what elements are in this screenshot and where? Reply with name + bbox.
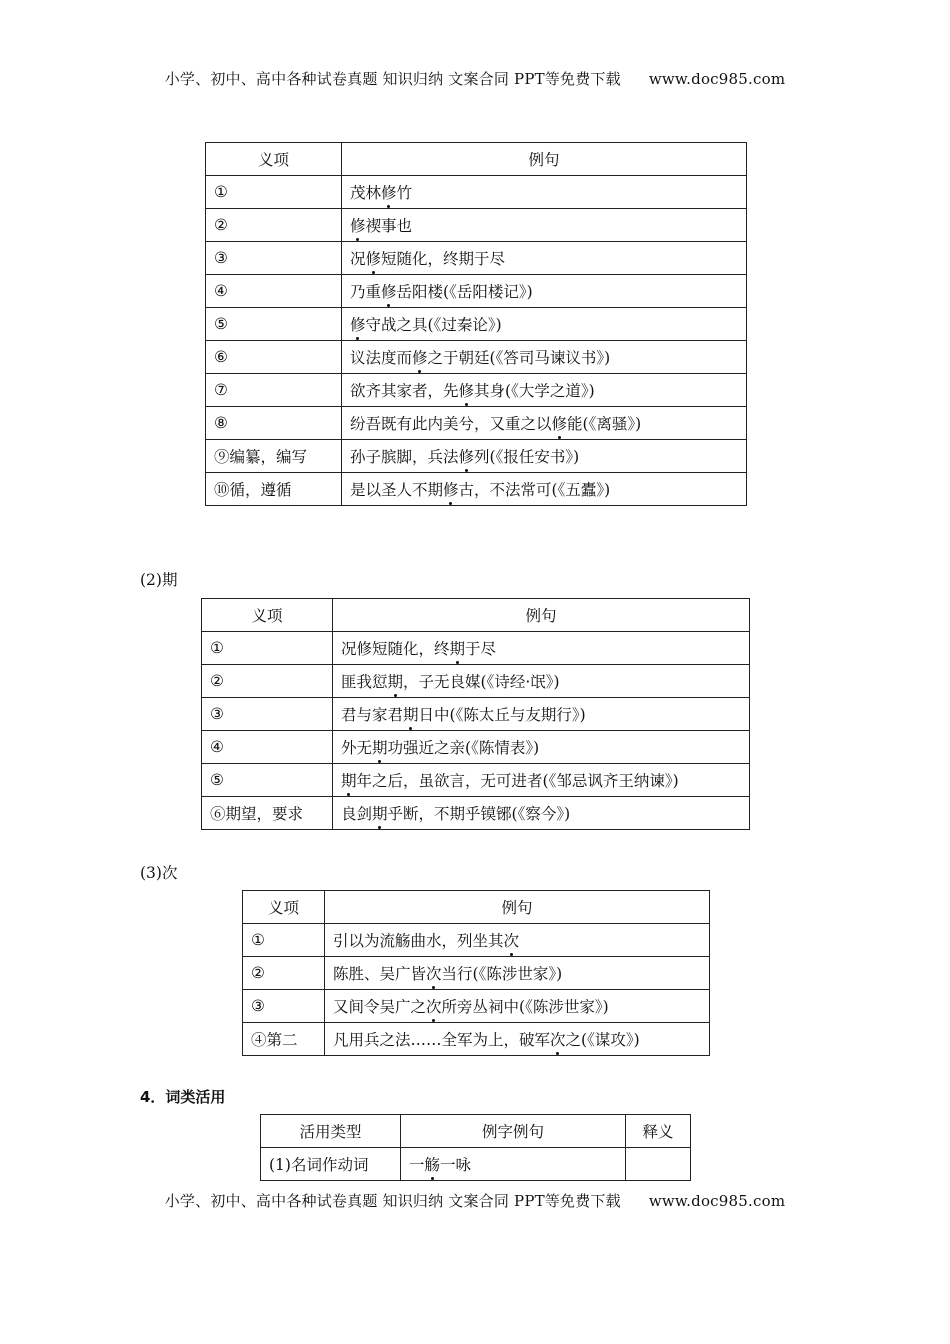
emphasized-word: 修 bbox=[443, 478, 459, 500]
table-row bbox=[206, 275, 747, 308]
table-row bbox=[243, 957, 710, 990]
example-cell bbox=[325, 957, 710, 990]
meaning-cell: ⑥ bbox=[206, 341, 342, 374]
col-header-example: 例字例句 bbox=[401, 1115, 626, 1148]
meaning-cell: ⑤ bbox=[202, 764, 333, 797]
table-row bbox=[261, 1148, 691, 1181]
meaning-cell: ③ bbox=[206, 242, 342, 275]
table-header-row bbox=[206, 143, 747, 176]
section-label-qi: (2)期 bbox=[140, 571, 178, 589]
meaning-cell: ① bbox=[202, 632, 333, 665]
footer-url: www.doc985.com bbox=[648, 1192, 786, 1210]
meaning-cell: ④ bbox=[202, 731, 333, 764]
col-header-meaning: 义项 bbox=[202, 599, 333, 632]
example-cell bbox=[333, 797, 750, 830]
col-header-example: 例句 bbox=[342, 143, 747, 176]
table-row bbox=[206, 374, 747, 407]
meaning-cell: ② bbox=[243, 957, 325, 990]
emphasized-word: 觞 bbox=[425, 1153, 441, 1175]
table-row bbox=[202, 698, 750, 731]
example-text-before: 凡用兵之法……全军为上，破军 bbox=[333, 1031, 551, 1049]
example-cell bbox=[342, 341, 747, 374]
page-header bbox=[0, 68, 950, 89]
example-text-after: 所旁丛祠中(《陈涉世家》) bbox=[441, 998, 609, 1016]
example-cell bbox=[333, 632, 750, 665]
meaning-cell: ① bbox=[243, 924, 325, 957]
example-text-before: 又间令吴广之 bbox=[333, 998, 427, 1016]
meaning-cell: ① bbox=[206, 176, 342, 209]
example-text-before: 匪我愆 bbox=[341, 673, 388, 691]
table-row bbox=[206, 440, 747, 473]
example-text-after: 古，不法常可(《五蠹》) bbox=[458, 481, 611, 499]
emphasized-word: 修 bbox=[350, 214, 366, 236]
example-cell bbox=[401, 1148, 626, 1181]
table-row bbox=[202, 764, 750, 797]
emphasized-word: 次 bbox=[426, 995, 442, 1017]
meaning-cell: ③ bbox=[243, 990, 325, 1023]
usage-type-cell: (1)名词作动词 bbox=[261, 1148, 401, 1181]
table-row bbox=[206, 473, 747, 506]
emphasized-word: 修 bbox=[412, 346, 428, 368]
example-cell bbox=[325, 1023, 710, 1056]
emphasized-word: 期 bbox=[450, 637, 466, 659]
example-cell bbox=[325, 924, 710, 957]
meaning-cell: ⑤ bbox=[206, 308, 342, 341]
meaning-cell: ④第二 bbox=[243, 1023, 325, 1056]
table-row bbox=[206, 341, 747, 374]
emphasized-word: 次 bbox=[550, 1028, 566, 1050]
example-cell bbox=[342, 308, 747, 341]
table-row bbox=[243, 924, 710, 957]
table-ci bbox=[242, 890, 710, 1056]
example-cell bbox=[333, 764, 750, 797]
footer-text: 小学、初中、高中各种试卷真题 知识归纳 文案合同 PPT等免费下载 bbox=[164, 1192, 621, 1210]
example-text-before: 纷吾既有此内美兮，又重之以 bbox=[350, 415, 552, 433]
example-cell bbox=[333, 731, 750, 764]
example-text-before: 况 bbox=[350, 250, 366, 268]
page-footer bbox=[0, 1190, 950, 1211]
col-header-type: 活用类型 bbox=[261, 1115, 401, 1148]
example-text-before: 孙子膑脚，兵法 bbox=[350, 448, 459, 466]
example-text-before: 茂林 bbox=[350, 184, 382, 202]
emphasized-word: 次 bbox=[426, 962, 442, 984]
example-text-after: ，子无良媒(《诗经·氓》) bbox=[403, 673, 560, 691]
emphasized-word: 修 bbox=[366, 247, 382, 269]
header-url: www.doc985.com bbox=[648, 70, 786, 88]
example-text-before: 是以圣人不期 bbox=[350, 481, 444, 499]
emphasized-word: 期 bbox=[388, 670, 404, 692]
col-header-meaning: 释义 bbox=[626, 1115, 691, 1148]
emphasized-word: 修 bbox=[459, 445, 475, 467]
example-cell bbox=[342, 374, 747, 407]
example-cell bbox=[342, 407, 747, 440]
example-text-after: 年之后，虽欲言，无可进者(《邹忌讽齐王纳谏》) bbox=[356, 772, 679, 790]
emphasized-word: 修 bbox=[552, 412, 568, 434]
example-text-after: 短随化，终期于尽 bbox=[381, 250, 506, 268]
emphasized-word: 修 bbox=[459, 379, 475, 401]
emphasized-word: 修 bbox=[350, 313, 366, 335]
col-header-example: 例句 bbox=[333, 599, 750, 632]
emphasized-word: 期 bbox=[372, 736, 388, 758]
example-text-before: 引以为流觞曲水，列坐其 bbox=[333, 932, 504, 950]
example-text-before: 外无 bbox=[341, 739, 373, 757]
example-cell bbox=[342, 440, 747, 473]
example-text-before: 乃重 bbox=[350, 283, 382, 301]
emphasized-word: 修 bbox=[381, 181, 397, 203]
example-cell bbox=[342, 275, 747, 308]
col-header-example: 例句 bbox=[325, 891, 710, 924]
table-qi bbox=[201, 598, 750, 830]
table-row bbox=[243, 990, 710, 1023]
example-cell bbox=[342, 473, 747, 506]
table-row bbox=[202, 731, 750, 764]
example-text-after: 于尽 bbox=[465, 640, 497, 658]
table-row bbox=[206, 407, 747, 440]
example-text-after: 竹 bbox=[396, 184, 413, 202]
example-text-after: 列(《报任安书》) bbox=[474, 448, 580, 466]
example-cell bbox=[333, 665, 750, 698]
table-row bbox=[202, 797, 750, 830]
example-cell bbox=[333, 698, 750, 731]
example-text-after: 一咏 bbox=[440, 1156, 472, 1174]
table-row bbox=[206, 242, 747, 275]
meaning-cell bbox=[626, 1148, 691, 1181]
table-row bbox=[202, 665, 750, 698]
table-header-row bbox=[202, 599, 750, 632]
emphasized-word: 修 bbox=[381, 280, 397, 302]
example-cell bbox=[342, 209, 747, 242]
section-heading-word-class: 4．词类活用 bbox=[140, 1088, 226, 1106]
table-xiu bbox=[205, 142, 747, 506]
example-cell bbox=[342, 242, 747, 275]
col-header-meaning: 义项 bbox=[206, 143, 342, 176]
example-text-before: 一 bbox=[409, 1156, 425, 1174]
example-text-before: 良剑 bbox=[341, 805, 373, 823]
emphasized-word: 期 bbox=[341, 769, 357, 791]
table-row bbox=[206, 209, 747, 242]
table-header-row bbox=[243, 891, 710, 924]
emphasized-word: 次 bbox=[504, 929, 520, 951]
meaning-cell: ③ bbox=[202, 698, 333, 731]
example-text-after: 日中(《陈太丘与友期行》) bbox=[418, 706, 586, 724]
example-text-after: 其身(《大学之道》) bbox=[474, 382, 595, 400]
example-text-after: 之于朝廷(《答司马谏议书》) bbox=[427, 349, 611, 367]
example-text-before: 君与家君 bbox=[341, 706, 404, 724]
example-cell bbox=[325, 990, 710, 1023]
example-text-after: 岳阳楼(《岳阳楼记》) bbox=[396, 283, 533, 301]
table-row bbox=[243, 1023, 710, 1056]
col-header-meaning: 义项 bbox=[243, 891, 325, 924]
section-label-ci: (3)次 bbox=[140, 864, 178, 882]
meaning-cell: ⑥期望，要求 bbox=[202, 797, 333, 830]
emphasized-word: 期 bbox=[372, 802, 388, 824]
example-text-after: 禊事也 bbox=[365, 217, 413, 235]
meaning-cell: ② bbox=[206, 209, 342, 242]
table-word-class bbox=[260, 1114, 691, 1181]
example-text-after: 功强近之亲(《陈情表》) bbox=[387, 739, 540, 757]
example-text-before: 陈胜、吴广皆 bbox=[333, 965, 427, 983]
example-text-after: 乎断，不期乎镆铘(《察今》) bbox=[387, 805, 571, 823]
meaning-cell: ⑧ bbox=[206, 407, 342, 440]
header-text: 小学、初中、高中各种试卷真题 知识归纳 文案合同 PPT等免费下载 bbox=[164, 70, 621, 88]
table-row bbox=[206, 308, 747, 341]
meaning-cell: ④ bbox=[206, 275, 342, 308]
emphasized-word: 期 bbox=[403, 703, 419, 725]
example-text-after: 之(《谋攻》) bbox=[565, 1031, 640, 1049]
example-text-before: 议法度而 bbox=[350, 349, 413, 367]
example-text-before: 况修短随化，终 bbox=[341, 640, 450, 658]
meaning-cell: ⑨编纂，编写 bbox=[206, 440, 342, 473]
example-text-before: 欲齐其家者，先 bbox=[350, 382, 459, 400]
example-text-after: 当行(《陈涉世家》) bbox=[441, 965, 563, 983]
meaning-cell: ② bbox=[202, 665, 333, 698]
meaning-cell: ⑩循，遵循 bbox=[206, 473, 342, 506]
example-cell bbox=[342, 176, 747, 209]
table-row bbox=[202, 632, 750, 665]
example-text-after: 能(《离骚》) bbox=[567, 415, 642, 433]
meaning-cell: ⑦ bbox=[206, 374, 342, 407]
table-row bbox=[206, 176, 747, 209]
table-header-row bbox=[261, 1115, 691, 1148]
example-text-after: 守战之具(《过秦论》) bbox=[365, 316, 502, 334]
